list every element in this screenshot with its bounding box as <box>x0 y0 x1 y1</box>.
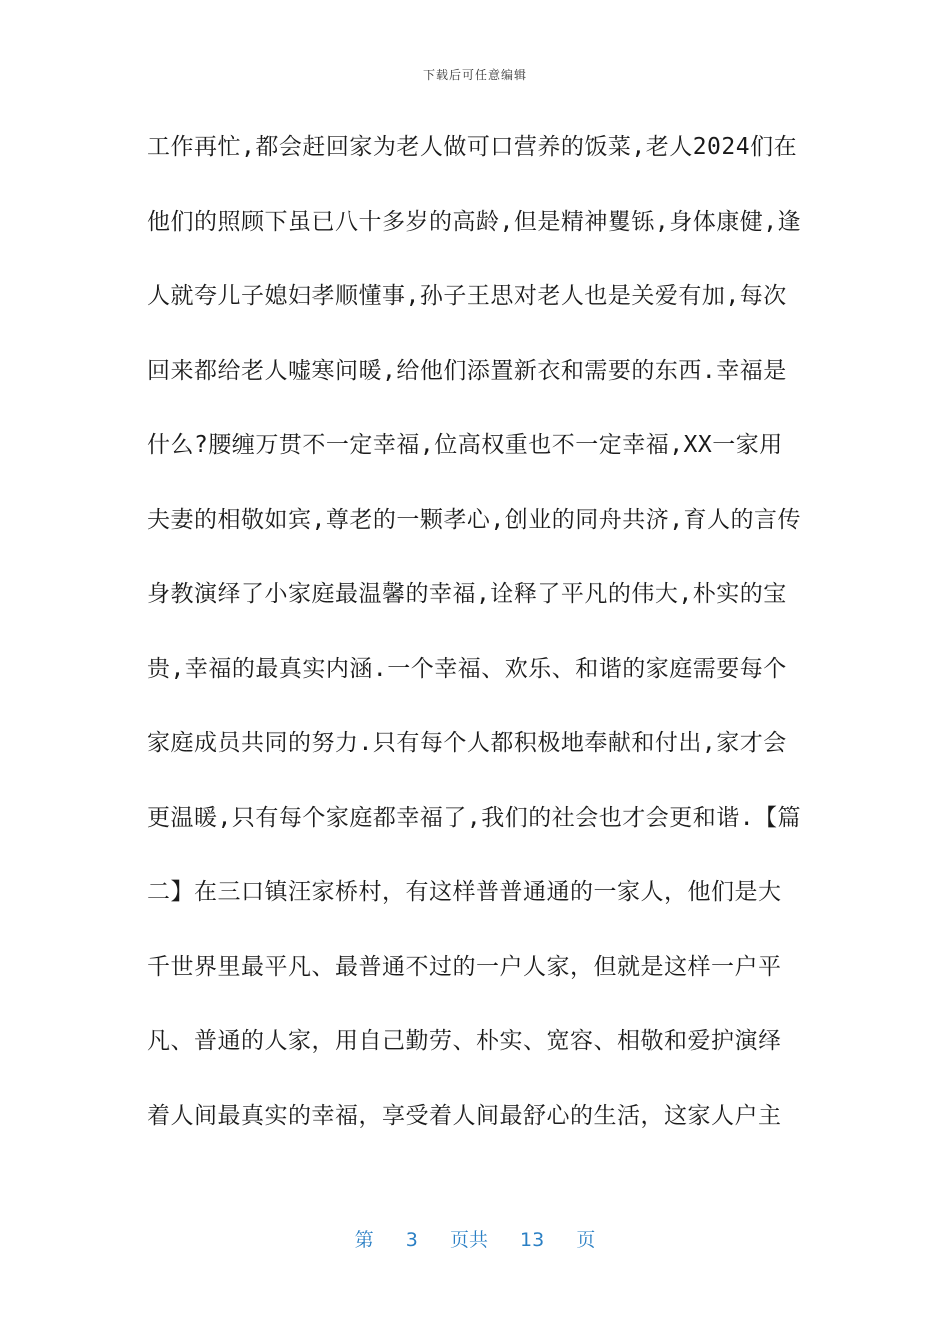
current-page-number: 3 <box>405 1229 418 1251</box>
text-line: 什么?腰缠万贯不一定幸福,位高权重也不一定幸福,XX一家用 <box>147 432 783 458</box>
total-pages-number: 13 <box>520 1229 545 1251</box>
text-line: 回来都给老人嘘寒问暖,给他们添置新衣和需要的东西.幸福是 <box>147 357 787 384</box>
page-number-middle: 页共 <box>449 1229 488 1251</box>
text-line: 工作再忙,都会赶回家为老人做可口营养的饭菜,老人2024们在 <box>147 134 798 160</box>
page-header-note: 下载后可任意编辑 <box>422 68 527 82</box>
text-line: 凡、普通的人家，用自己勤劳、朴实、宽容、相敬和爱护演绎 <box>147 1028 782 1054</box>
text-line: 着人间最真实的幸福，享受着人间最舒心的生活，这家人户主 <box>147 1102 782 1129</box>
text-line: 贵,幸福的最真实内涵.一个幸福、欢乐、和谐的家庭需要每个 <box>147 655 787 682</box>
text-line: 更温暖,只有每个家庭都幸福了,我们的社会也才会更和谐.【篇 <box>147 804 802 831</box>
text-line: 人就夸儿子媳妇孝顺懂事,孙子王思对老人也是关爱有加,每次 <box>147 283 787 309</box>
text-line: 他们的照顾下虽已八十多岁的高龄,但是精神矍铄,身体康健,逢 <box>147 208 802 235</box>
text-line: 千世界里最平凡、最普通不过的一户人家，但就是这样一户平 <box>147 953 782 980</box>
page-number-footer <box>0 1225 950 1252</box>
text-line: 身教演绎了小家庭最温馨的幸福,诠释了平凡的伟大,朴实的宝 <box>147 581 787 607</box>
page-number-prefix: 第 <box>354 1229 374 1251</box>
document-body <box>147 127 807 1170</box>
text-line: 家庭成员共同的努力.只有每个人都积极地奉献和付出,家才会 <box>147 730 787 756</box>
text-line: 夫妻的相敬如宾,尊老的一颗孝心,创业的同舟共济,育人的言传 <box>147 506 802 533</box>
page-number-suffix: 页 <box>576 1229 596 1251</box>
text-line: 二】在三口镇汪家桥村，有这样普普通通的一家人，他们是大 <box>147 879 782 905</box>
